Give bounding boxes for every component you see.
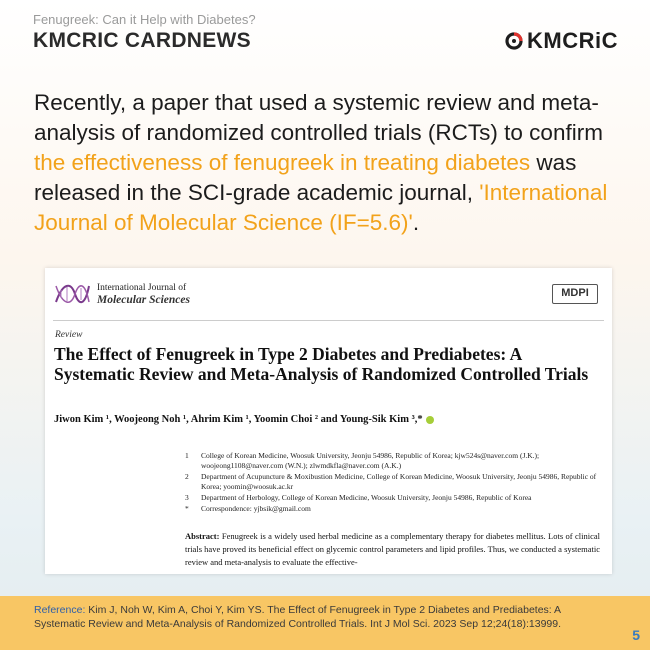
affiliation-number: 3 (185, 493, 189, 502)
journal-name-line1: International Journal of (97, 283, 187, 293)
author-list: Jiwon Kim ¹, Woojeong Noh ¹, Ahrim Kim ¹, Yoomin Choi ² and Young-Sik Kim ³,* (54, 414, 423, 425)
journal-name-line2: Molecular Sciences (97, 294, 190, 306)
header-divider (53, 320, 604, 321)
kmcric-logo (504, 28, 618, 54)
affiliation-item (185, 472, 605, 492)
abstract-text: Fenugreek is a widely used herbal medicine as a complementary therapy for diabetes mellitus. Lots of clinical trials have proved its beneficial effect on glycemic control parameters and lipid profiles. Thus, we conducted a systematic review and meta-analysis to evaluate the effective- (185, 531, 600, 567)
kmcric-logo-icon (504, 31, 524, 51)
article-type: Review (55, 330, 83, 340)
card-title: KMCRIC CARDNEWS (33, 29, 251, 52)
affiliation-number: 2 (185, 472, 189, 481)
paper-screenshot (45, 268, 612, 574)
affiliation-item (185, 451, 605, 471)
affiliations (185, 451, 605, 515)
affiliation-text: College of Korean Medicine, Woosuk University, Jeonju 54986, Republic of Korea; kjw524s@naver.com (J.K.); woojeong1108@naver.com (W.N.); zlwmdkfla@naver.com (A.K.) (201, 451, 540, 470)
card-subtitle: Fenugreek: Can it Help with Diabetes? (33, 12, 256, 27)
body-text-1: Recently, a paper that used a systemic review and meta-analysis of randomized controlled trials (RCTs) to confirm (34, 90, 603, 145)
orcid-icon (426, 416, 434, 424)
mdpi-logo: MDPI (552, 284, 598, 304)
affiliation-text: Department of Acupuncture & Moxibustion Medicine, College of Korean Medicine, Woosuk University, Jeonju 54986, Republic of Korea; yoomin@woosuk.ac.kr (201, 472, 597, 491)
body-text-3: . (412, 210, 420, 235)
affiliation-item (185, 504, 605, 514)
abstract-label: Abstract: (185, 531, 220, 541)
affiliation-text: Department of Herbology, College of Korean Medicine, Woosuk University, Jeonju 54986, Republic of Korea (201, 493, 532, 502)
reference (34, 604, 604, 631)
affiliation-number: 1 (185, 451, 189, 460)
body-text-2: was released in the SCI-grade academic journal, (34, 150, 577, 205)
main-paragraph (34, 88, 624, 238)
journal-header (53, 278, 190, 310)
affiliation-item (185, 493, 605, 503)
affiliation-text: Correspondence: yjbsik@gmail.com (201, 504, 311, 513)
journal-name (97, 282, 190, 306)
page-number: 5 (632, 627, 640, 643)
highlight-journal: 'International Journal of Molecular Science (IF=5.6)' (34, 180, 608, 235)
dna-helix-icon (53, 278, 91, 310)
highlight-effectiveness: the effectiveness of fenugreek in treating diabetes (34, 150, 531, 175)
paper-abstract (185, 530, 600, 569)
paper-authors (54, 414, 434, 425)
paper-title: The Effect of Fenugreek in Type 2 Diabetes and Prediabetes: A Systematic Review and Meta-Analysis of Randomized Controlled Trials (54, 344, 589, 384)
header (33, 12, 256, 54)
affiliation-number: * (185, 504, 189, 513)
reference-label: Reference: (34, 604, 86, 616)
reference-text: Kim J, Noh W, Kim A, Choi Y, Kim YS. The Effect of Fenugreek in Type 2 Diabetes and Prediabetes: A Systematic Review and Meta-Analysis of Randomized Controlled Trials. Int J Mol Sci. 2023 Sep 12;24(18):13999. (34, 604, 562, 630)
logo-text: KMCRiC (527, 28, 618, 53)
